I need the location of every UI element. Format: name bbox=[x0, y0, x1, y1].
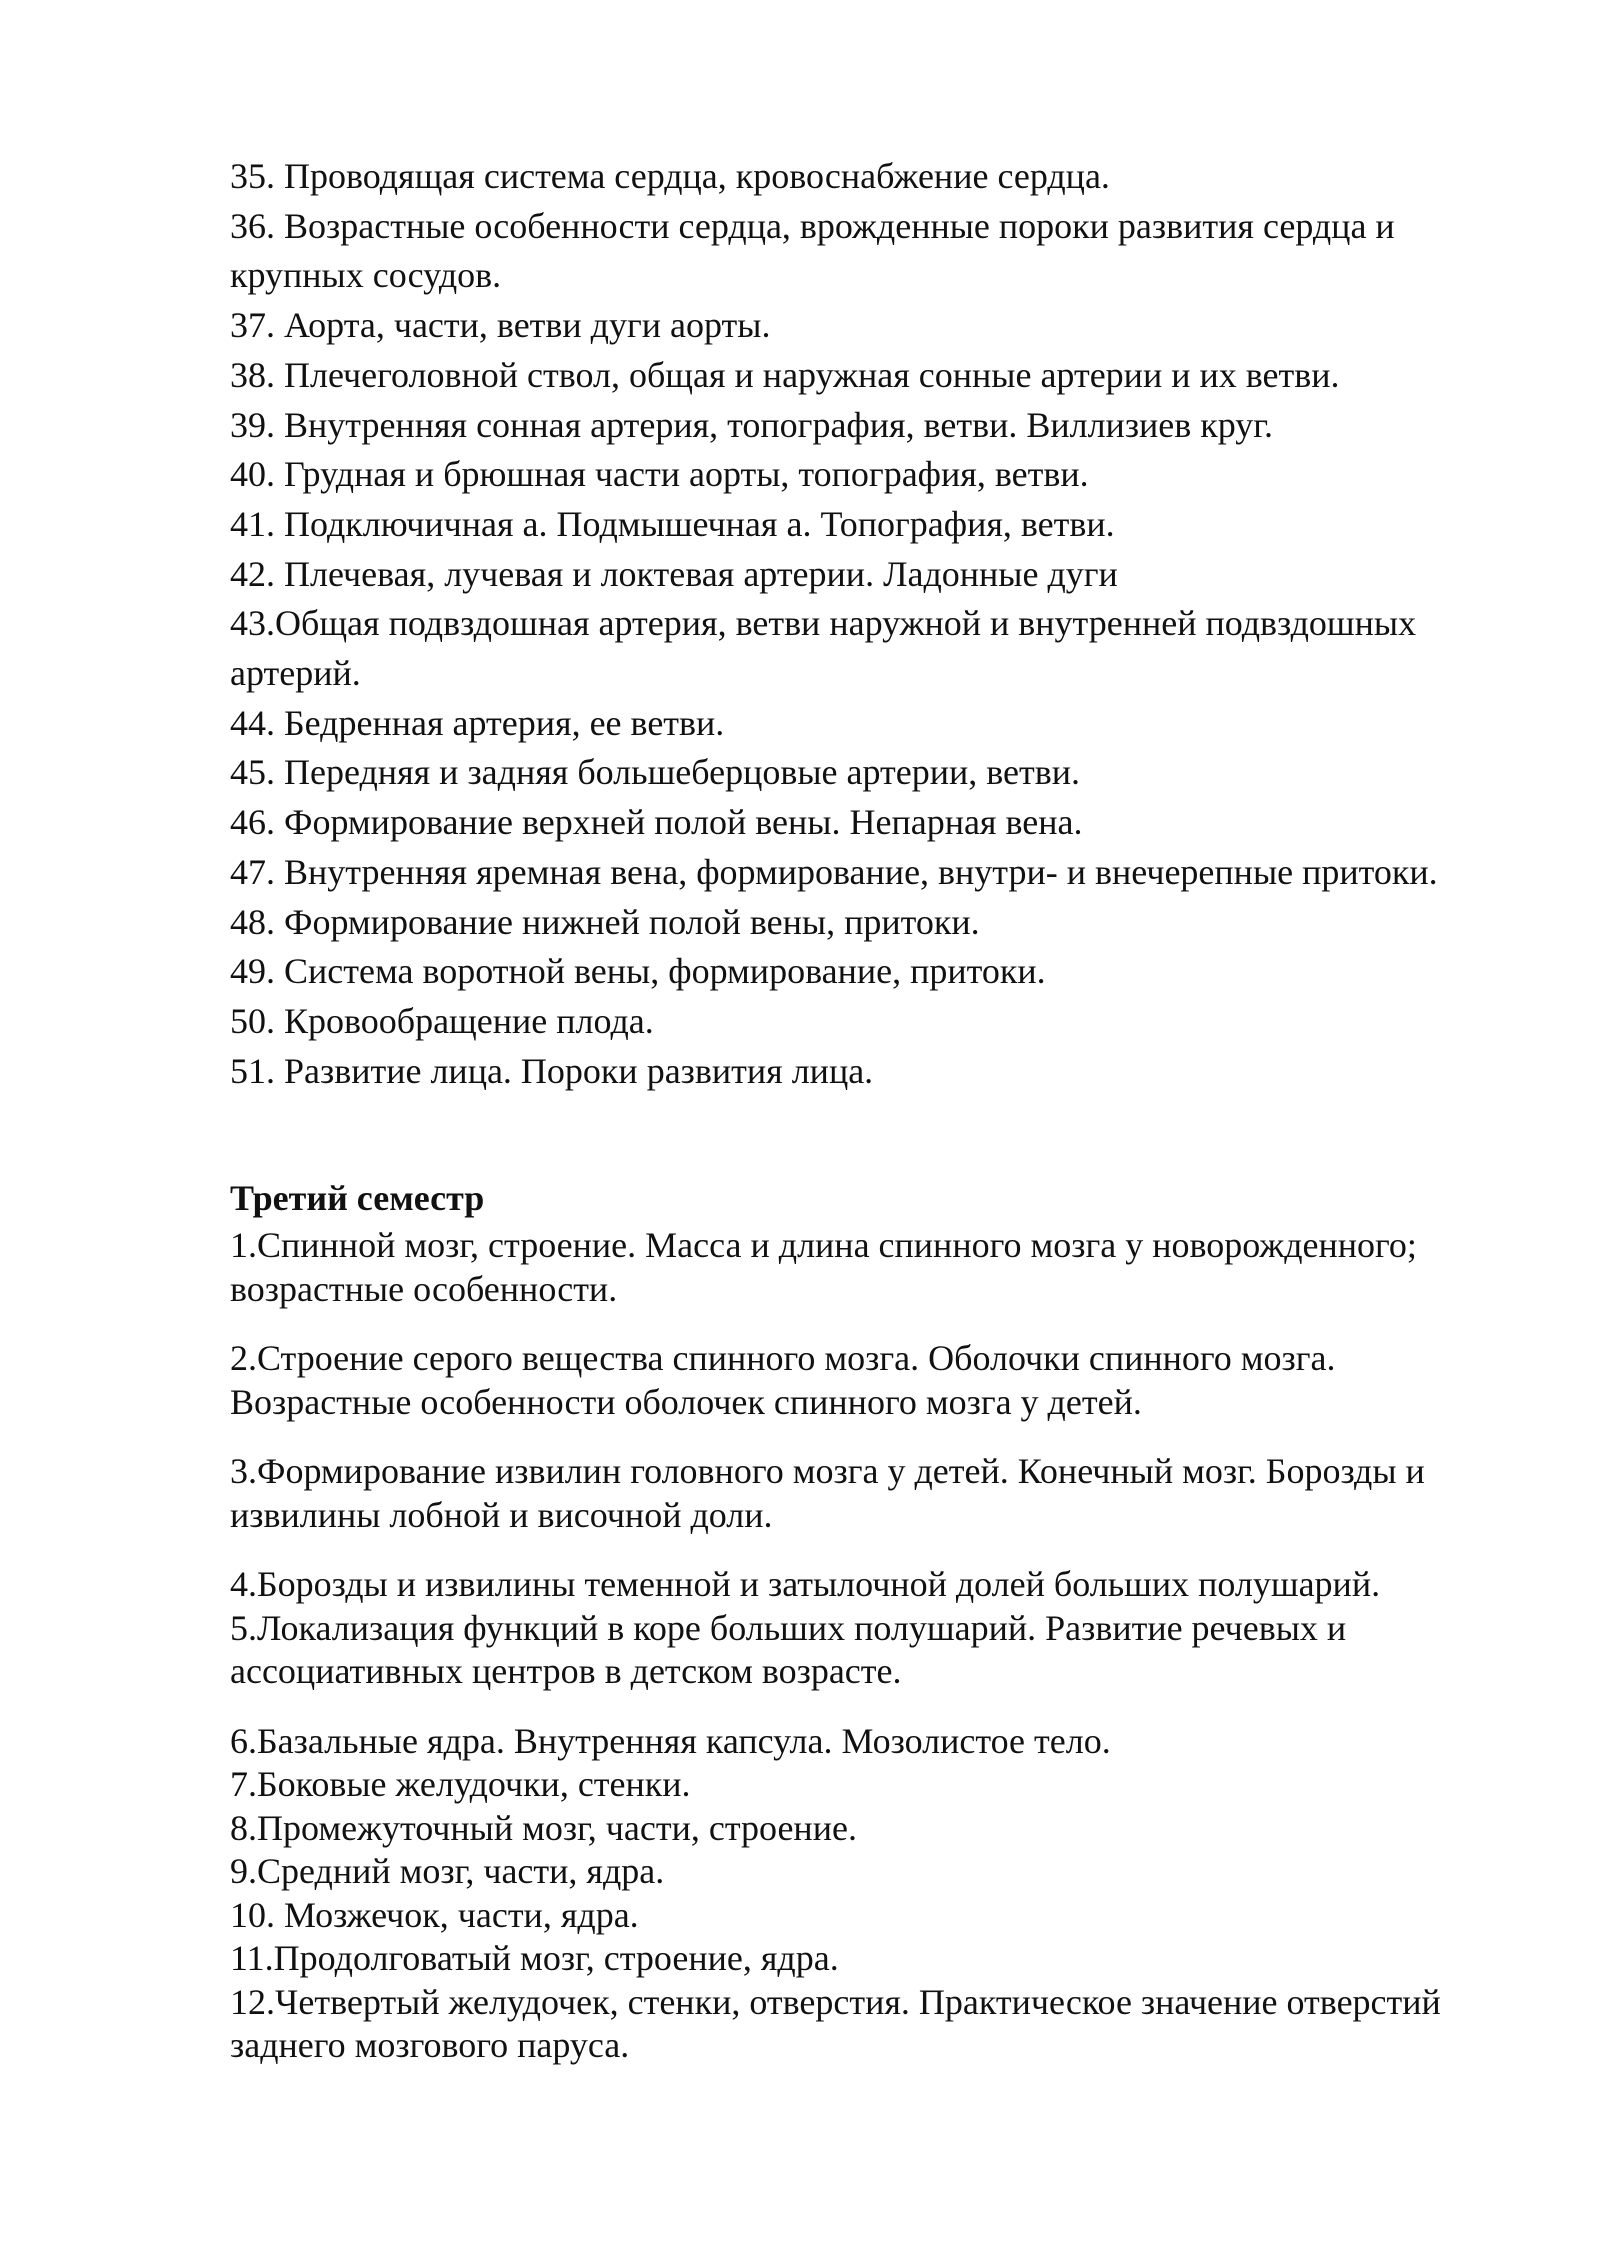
list-item: 2.Строение серого вещества спинного мозга. Оболочки спинного мозга. Возрастные особенности оболочек спинного мозга у детей. bbox=[230, 1338, 1336, 1422]
list-item: 7.Боковые желудочки, стенки. bbox=[230, 1764, 691, 1805]
list-item: 48. Формирование нижней полой вены, притоки. bbox=[230, 901, 980, 942]
list-item: 47. Внутренняя яремная вена, формирование, внутри- и внечерепные притоки. bbox=[230, 851, 1438, 892]
section-heading-third-semester: Третий семестр bbox=[230, 1178, 485, 1219]
list-item: 37. Аорта, части, ветви дуги аорты. bbox=[230, 305, 771, 346]
list-item: 42. Плечевая, лучевая и локтевая артерии. Ладонные дуги bbox=[230, 553, 1118, 594]
list-item: 49. Система воротной вены, формирование, притоки. bbox=[230, 951, 1046, 992]
list-item: 8.Промежуточный мозг, части, строение. bbox=[230, 1807, 857, 1848]
list-item: 43.Общая подвздошная артерия, ветви наружной и внутренней подвздошных артерий. bbox=[230, 603, 1417, 694]
question-list-third-semester bbox=[230, 1224, 1490, 2068]
list-item: 1.Спинной мозг, строение. Масса и длина спинного мозга у новорожденного; возрастные особенности. bbox=[230, 1225, 1417, 1309]
list-item: 12.Четвертый желудочек, стенки, отверстия. Практическое значение отверстий заднего мозгового паруса. bbox=[230, 1981, 1441, 2066]
list-item: 6.Базальные ядра. Внутренняя капсула. Мозолистое тело. bbox=[230, 1720, 1111, 1761]
list-item: 45. Передняя и задняя большеберцовые артерии, ветви. bbox=[230, 752, 1081, 793]
list-item: 5.Локализация функций в коре больших полушарий. Развитие речевых и ассоциативных центров в детском возрасте. bbox=[230, 1607, 1347, 1692]
list-item: 10. Мозжечок, части, ядра. bbox=[230, 1894, 639, 1935]
list-item: 44. Бедренная артерия, ее ветви. bbox=[230, 702, 725, 743]
list-item: 51. Развитие лица. Пороки развития лица. bbox=[230, 1050, 874, 1091]
list-item: 4.Борозды и извилины теменной и затылочной долей больших полушарий. bbox=[230, 1564, 1381, 1605]
list-item: 36. Возрастные особенности сердца, врожденные пороки развития сердца и крупных сосудов. bbox=[230, 205, 1395, 296]
list-item: 39. Внутренняя сонная артерия, топография, ветви. Виллизиев круг. bbox=[230, 404, 1273, 445]
list-item: 46. Формирование верхней полой вены. Непарная вена. bbox=[230, 802, 1083, 843]
list-item: 40. Грудная и брюшная части аорты, топография, ветви. bbox=[230, 454, 1089, 495]
list-item: 35. Проводящая система сердца, кровоснабжение сердца. bbox=[230, 156, 1110, 196]
list-item: 50. Кровообращение плода. bbox=[230, 1000, 654, 1041]
list-item: 3.Формирование извилин головного мозга у детей. Конечный мозг. Борозды и извилины лобной и височной доли. bbox=[230, 1451, 1425, 1535]
page-content bbox=[230, 152, 1490, 2068]
list-item: 38. Плечеголовной ствол, общая и наружная сонные артерии и их ветви. bbox=[230, 354, 1340, 395]
list-item: 11.Продолговатый мозг, строение, ядра. bbox=[230, 1938, 839, 1979]
list-item: 41. Подключичная а. Подмышечная а. Топография, ветви. bbox=[230, 503, 1115, 544]
list-item: 9.Средний мозг, части, ядра. bbox=[230, 1851, 665, 1892]
question-list-circulatory bbox=[230, 152, 1490, 1096]
